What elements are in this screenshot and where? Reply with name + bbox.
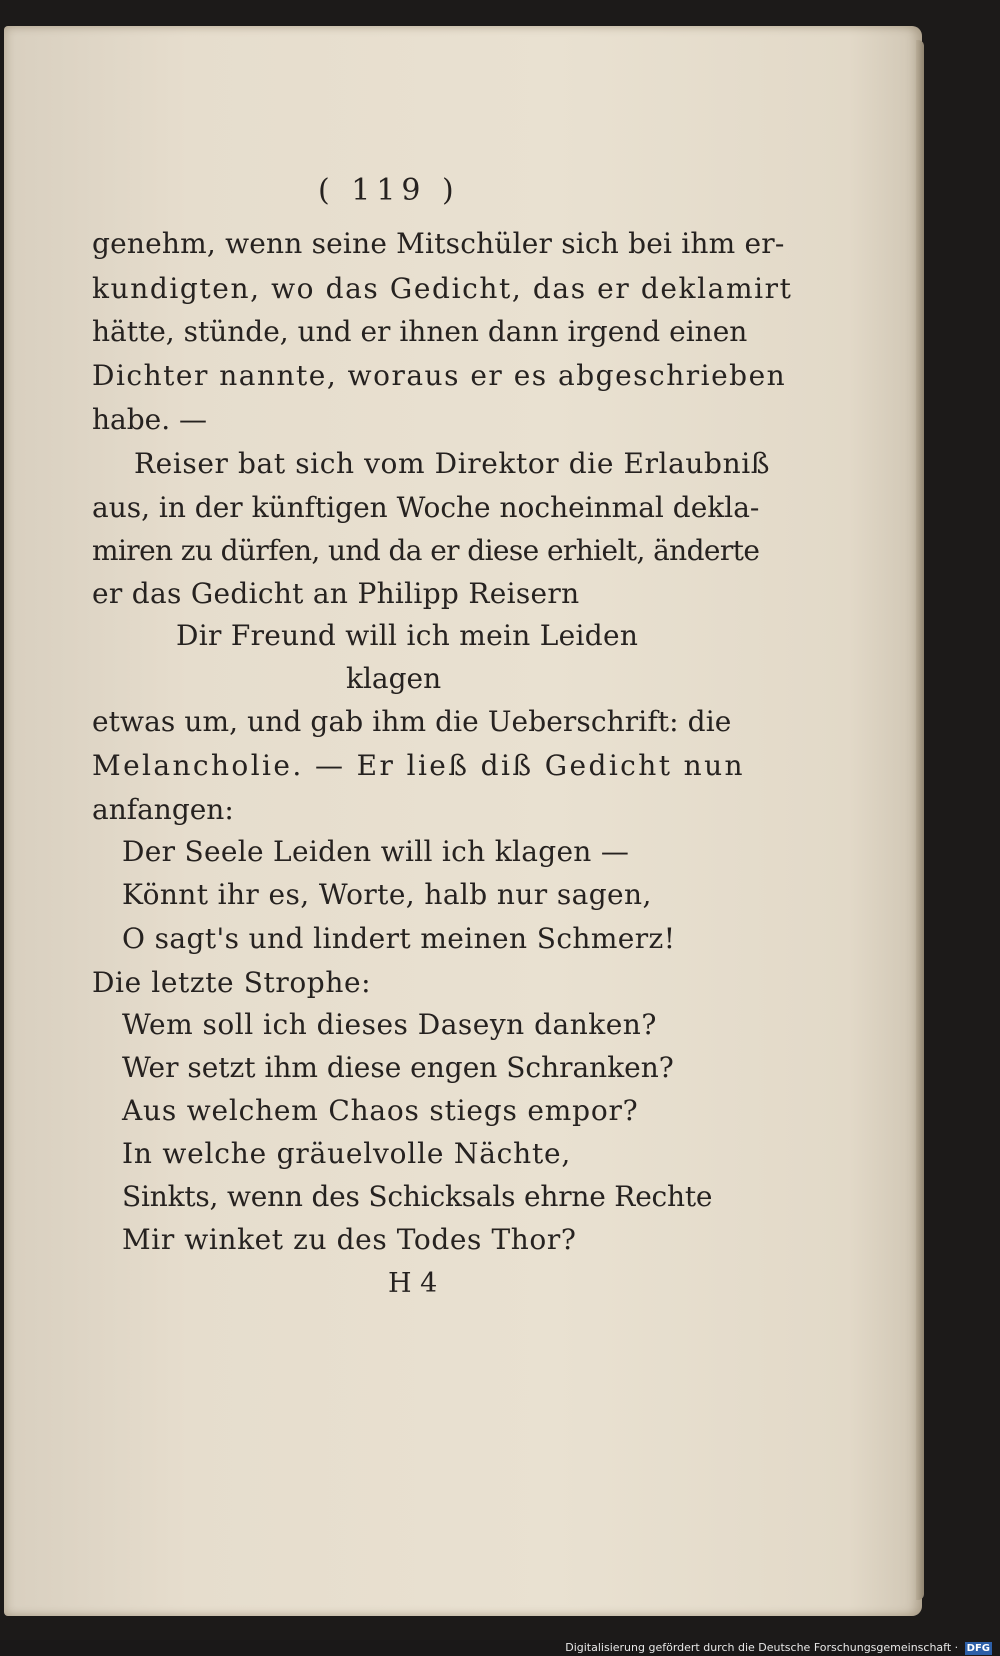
dfg-logo: DFG <box>966 1643 990 1654</box>
verse-line: Sinkts, wenn des Schicksals ehrne Rechte <box>122 1180 713 1213</box>
signature-mark: H 4 <box>388 1268 438 1299</box>
text-line: kundigten, wo das Gedicht, das er deklamirt <box>92 272 793 305</box>
verse-line: klagen <box>346 662 442 695</box>
verse-line: Könnt ihr es, Worte, halb nur sagen, <box>122 878 652 911</box>
text-line: miren zu dürfen, und da er diese erhielt, änderte <box>92 534 760 567</box>
digitization-credit <box>565 1641 992 1655</box>
credit-text: Digitalisierung gefördert durch die Deutsche Forschungsgemeinschaft · <box>565 1641 959 1654</box>
page-edge <box>916 40 924 1600</box>
text-line: etwas um, und gab ihm die Ueberschrift: die <box>92 705 732 738</box>
text-line: aus, in der künftigen Woche nocheinmal dekla- <box>92 491 760 524</box>
verse-line: Wer setzt ihm diese engen Schranken? <box>122 1051 674 1084</box>
verse-line: Wem soll ich dieses Daseyn danken? <box>122 1008 657 1041</box>
verse-line: In welche gräuelvolle Nächte, <box>122 1137 572 1170</box>
verse-line: Dir Freund will ich mein Leiden <box>176 619 639 652</box>
text-line: Die letzte Strophe: <box>92 966 372 999</box>
text-line: Reiser bat sich vom Direktor die Erlaubniß <box>134 447 771 480</box>
text-line: genehm, wenn seine Mitschüler sich bei ihm er- <box>92 227 785 260</box>
text-line: hätte, stünde, und er ihnen dann irgend einen <box>92 315 748 348</box>
text-line: Dichter nannte, woraus er es abgeschrieben <box>92 359 787 392</box>
text-line: anfangen: <box>92 793 234 826</box>
verse-line: Aus welchem Chaos stiegs empor? <box>122 1094 639 1127</box>
text-line: Melancholie. — Er ließ diß Gedicht nun <box>92 749 745 782</box>
verse-line: Mir winket zu des Todes Thor? <box>122 1223 577 1256</box>
text-line: er das Gedicht an Philipp Reisern <box>92 577 580 610</box>
text-line: habe. — <box>92 403 208 436</box>
verse-line: Der Seele Leiden will ich klagen — <box>122 835 630 868</box>
verse-line: O sagt's und lindert meinen Schmerz! <box>122 922 676 955</box>
page-number: ( 119 ) <box>318 173 460 208</box>
